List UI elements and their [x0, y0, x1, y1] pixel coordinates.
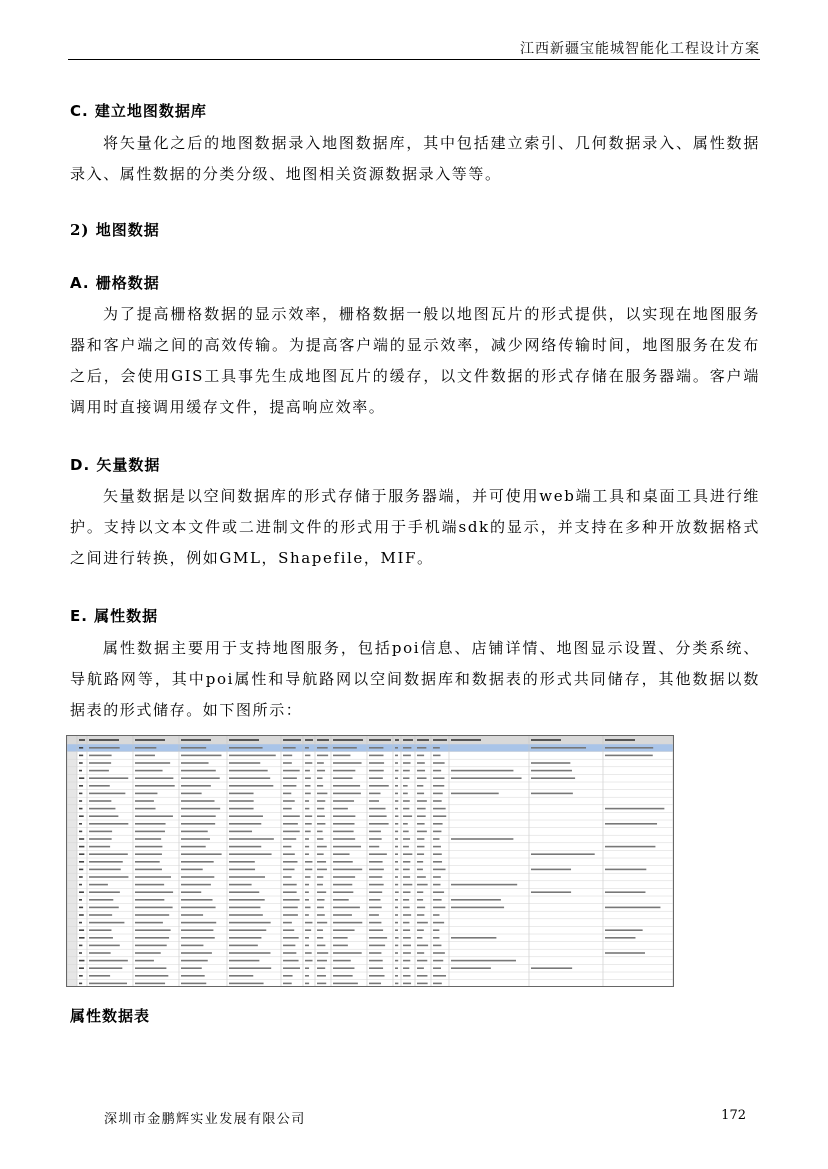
section-d-heading: D. 矢量数据 — [70, 456, 161, 474]
map-data-heading: 2) 地图数据 — [70, 221, 160, 239]
section-c-heading: C. 建立地图数据库 — [70, 102, 207, 120]
header-rule — [68, 59, 760, 60]
figure-caption: 属性数据表 — [70, 1007, 151, 1025]
section-c-paragraph: 将矢量化之后的地图数据录入地图数据库，其中包括建立索引、几何数据录入、属性数据录入、属性数据的分类分级、地图相关资源数据录入等等。 — [70, 134, 760, 183]
section-e-paragraph: 属性数据主要用于支持地图服务，包括poi信息、店铺详情、地图显示设置、分类系统、导航路网等，其中poi属性和导航路网以空间数据库和数据表的形式共同储存，其他数据以数据表的形式储存。如下图所示： — [70, 639, 760, 719]
section-d-paragraph: 矢量数据是以空间数据库的形式存储于服务器端，并可使用web端工具和桌面工具进行维护。支持以文本文件或二进制文件的形式用于手机端sdk的显示，并支持在多种开放数据格式之间进行转换，例如GML，Shapefile，MIF。 — [70, 487, 760, 567]
attribute-table-screenshot — [66, 735, 674, 987]
attribute-table-image — [67, 736, 673, 986]
footer-company: 深圳市金鹏辉实业发展有限公司 — [104, 1112, 306, 1127]
footer-page-number: 172 — [721, 1108, 746, 1123]
section-e-heading: E. 属性数据 — [70, 607, 159, 625]
section-a-heading: A. 栅格数据 — [70, 274, 160, 292]
page-header-title: 江西新疆宝能城智能化工程设计方案 — [520, 41, 760, 57]
section-a-paragraph: 为了提高栅格数据的显示效率，栅格数据一般以地图瓦片的形式提供，以实现在地图服务器和客户端之间的高效传输。为提高客户端的显示效率，减少网络传输时间，地图服务在发布之后，会使用GIS工具事先生成地图瓦片的缓存，以文件数据的形式存储在服务器端。客户端调用时直接调用缓存文件，提高响应效率。 — [70, 305, 760, 416]
